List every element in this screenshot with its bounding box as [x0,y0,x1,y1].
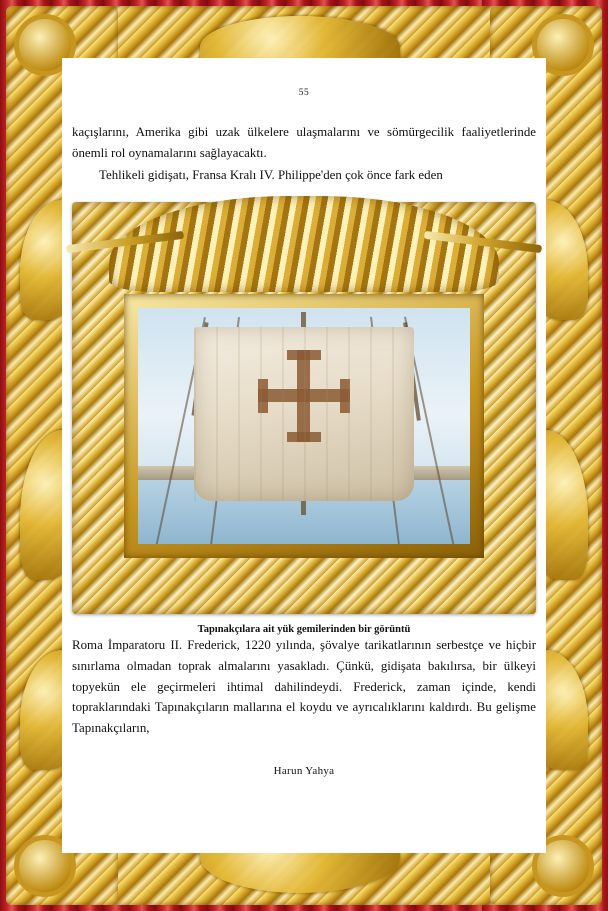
author-footer: Harun Yahya [273,765,335,778]
main-sail [194,327,413,502]
jerusalem-cross-icon [258,350,350,442]
figure-caption: Tapınakçılara ait yük gemilerinden bir görüntü [197,623,411,635]
paragraph-2: Tehlikeli gidişatı, Fransa Kralı IV. Philippe'den çok önce fark eden [99,167,443,182]
paragraph-3: Roma İmparatoru II. Frederick, 1220 yılında, şövalye tarikatlarının serbestçe ve hiçbir sınırlama olmadan toprak almalarını yasakladı. Çünkü, gidişata bakılırsa, bir ülkeyi topyekün ele geçirmeleri ihtimal dahilindeydi. Frederick, zaman içinde, kendi topraklarındaki Tapınakçıların mallarına el koydu ve ayrıcalıklarını kaldırdı. Bu gelişme Tapınakçıların, [72,637,536,736]
cross-end-right [340,379,350,413]
cross-vertical-bar [297,350,310,442]
cross-horizontal-bar [258,389,350,402]
page-content [72,88,536,828]
ship-photograph [138,308,470,544]
figure [72,202,536,635]
paragraph-1: kaçışlarını, Amerika gibi uzak ülkelere ulaşmalarını ve sömürgecilik faaliyetlerinde önemli rol oynamalarını sağlayacaktı. [72,125,536,160]
page-number: 55 [298,88,310,98]
picture-frame [72,202,536,614]
cross-end-bottom [287,432,321,442]
cross-end-top [287,350,321,360]
cross-end-left [258,379,268,413]
